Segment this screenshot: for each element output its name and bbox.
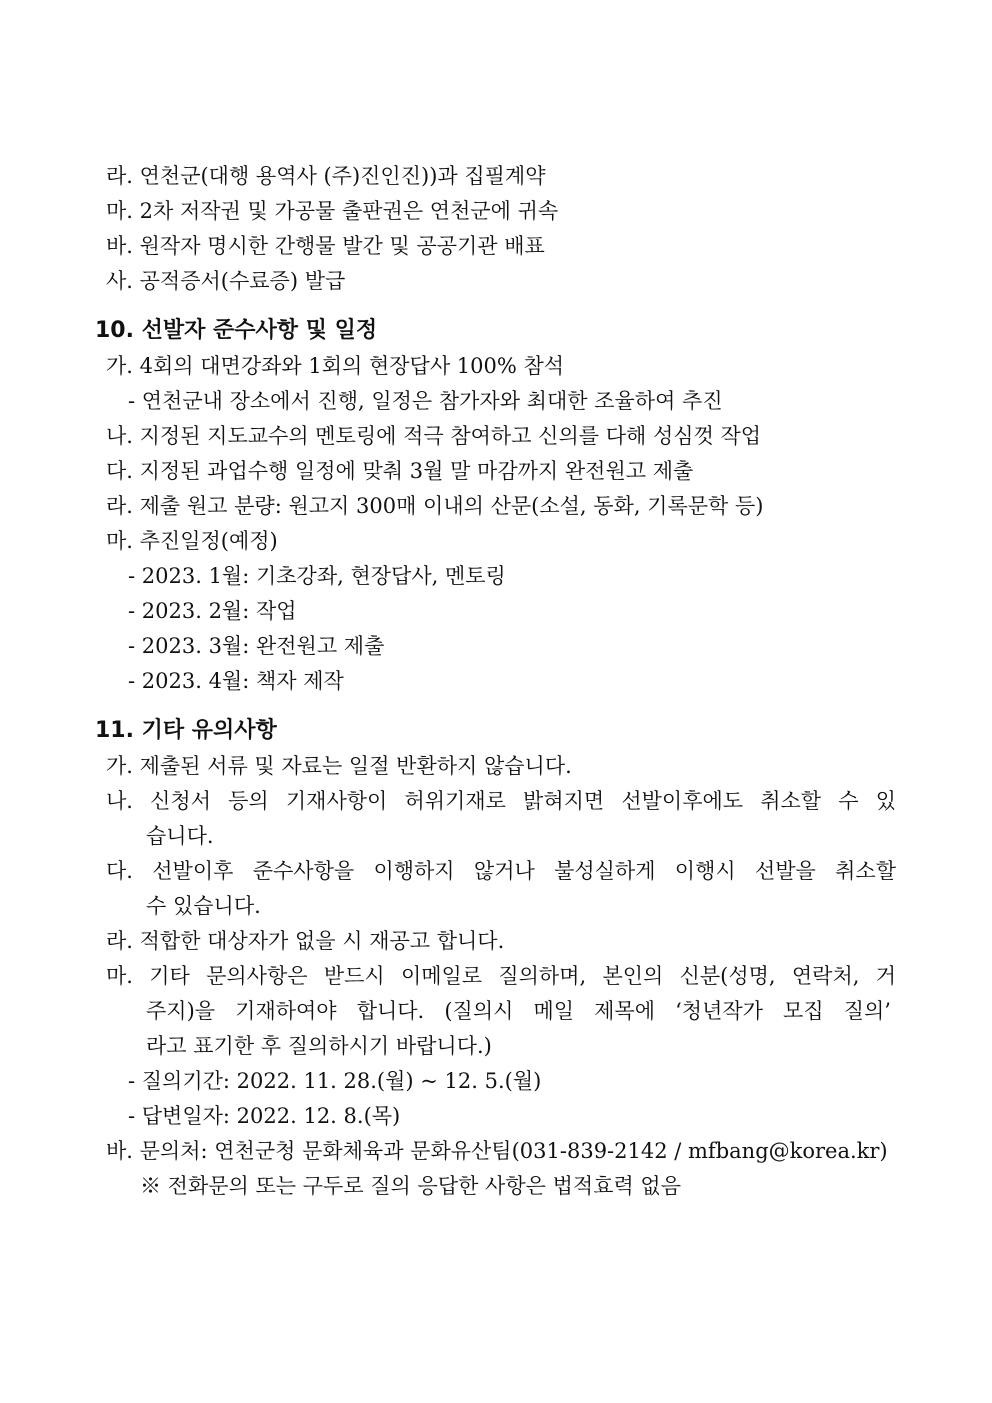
item-sa-certificate: 사. 공적증서(수료증) 발급 [106, 269, 346, 293]
s11-item-na-cont: 습니다. [146, 824, 214, 848]
s10-item-ga: 가. 4회의 대면강좌와 1회의 현장답사 100% 참석 [106, 354, 565, 378]
schedule-apr: - 2023. 4월: 책자 제작 [128, 669, 344, 693]
s11-item-ra: 라. 적합한 대상자가 없을 시 재공고 합니다. [106, 929, 505, 953]
inquiry-period: - 질의기간: 2022. 11. 28.(월) ~ 12. 5.(월) [128, 1069, 542, 1093]
s10-item-ra: 라. 제출 원고 분량: 원고지 300매 이내의 산문(소설, 동화, 기록문학 등) [106, 494, 764, 518]
schedule-mar: - 2023. 3월: 완전원고 제출 [128, 634, 385, 658]
item-ma-copyright: 마. 2차 저작권 및 가공물 출판권은 연천군에 귀속 [106, 199, 559, 223]
schedule-jan: - 2023. 1월: 기초강좌, 현장답사, 멘토링 [128, 564, 506, 588]
s10-item-ma: 마. 추진일정(예정) [106, 529, 278, 553]
s11-item-ma: 마. 기타 문의사항은 받드시 이메일로 질의하며, 본인의 신분(성명, 연락처, 거 [106, 964, 896, 988]
s10-subitem-venue: - 연천군내 장소에서 진행, 일정은 참가자와 최대한 조율하여 추진 [128, 389, 723, 413]
answer-date: - 답변일자: 2022. 12. 8.(목) [128, 1104, 401, 1128]
item-ra-contract: 라. 연천군(대행 용역사 (주)진인진))과 집필계약 [106, 164, 546, 188]
s11-item-da: 다. 선발이후 준수사항을 이행하지 않거나 불성실하게 이행시 선발을 취소할 [106, 859, 896, 883]
section-11-heading: 11. 기타 유의사항 [95, 718, 277, 743]
s11-item-ga: 가. 제출된 서류 및 자료는 일절 반환하지 않습니다. [106, 754, 572, 778]
schedule-feb: - 2023. 2월: 작업 [128, 599, 297, 623]
s10-item-na: 나. 지정된 지도교수의 멘토링에 적극 참여하고 신의를 다해 성심껏 작업 [106, 424, 762, 448]
s10-item-da: 다. 지정된 과업수행 일정에 맞춰 3월 말 마감까지 완전원고 제출 [106, 459, 694, 483]
section-10-heading: 10. 선발자 준수사항 및 일정 [95, 318, 378, 343]
contact-info: 바. 문의처: 연천군청 문화체육과 문화유산팀(031-839-2142 / mfbang@korea.kr) [106, 1139, 888, 1163]
legal-note: ※ 전화문의 또는 구두로 질의 응답한 사항은 법적효력 없음 [140, 1174, 681, 1198]
s11-item-ma-cont1: 주지)을 기재하여야 합니다. (질의시 메일 제목에 ‘청년작가 모집 질의’ [146, 999, 891, 1023]
s11-item-na: 나. 신청서 등의 기재사항이 허위기재로 밝혀지면 선발이후에도 취소할 수 있 [106, 789, 896, 813]
item-ba-publication: 바. 원작자 명시한 간행물 발간 및 공공기관 배표 [106, 234, 545, 258]
s11-item-da-cont: 수 있습니다. [146, 894, 261, 918]
s11-item-ma-cont2: 라고 표기한 후 질의하시기 바랍니다.) [146, 1034, 492, 1058]
